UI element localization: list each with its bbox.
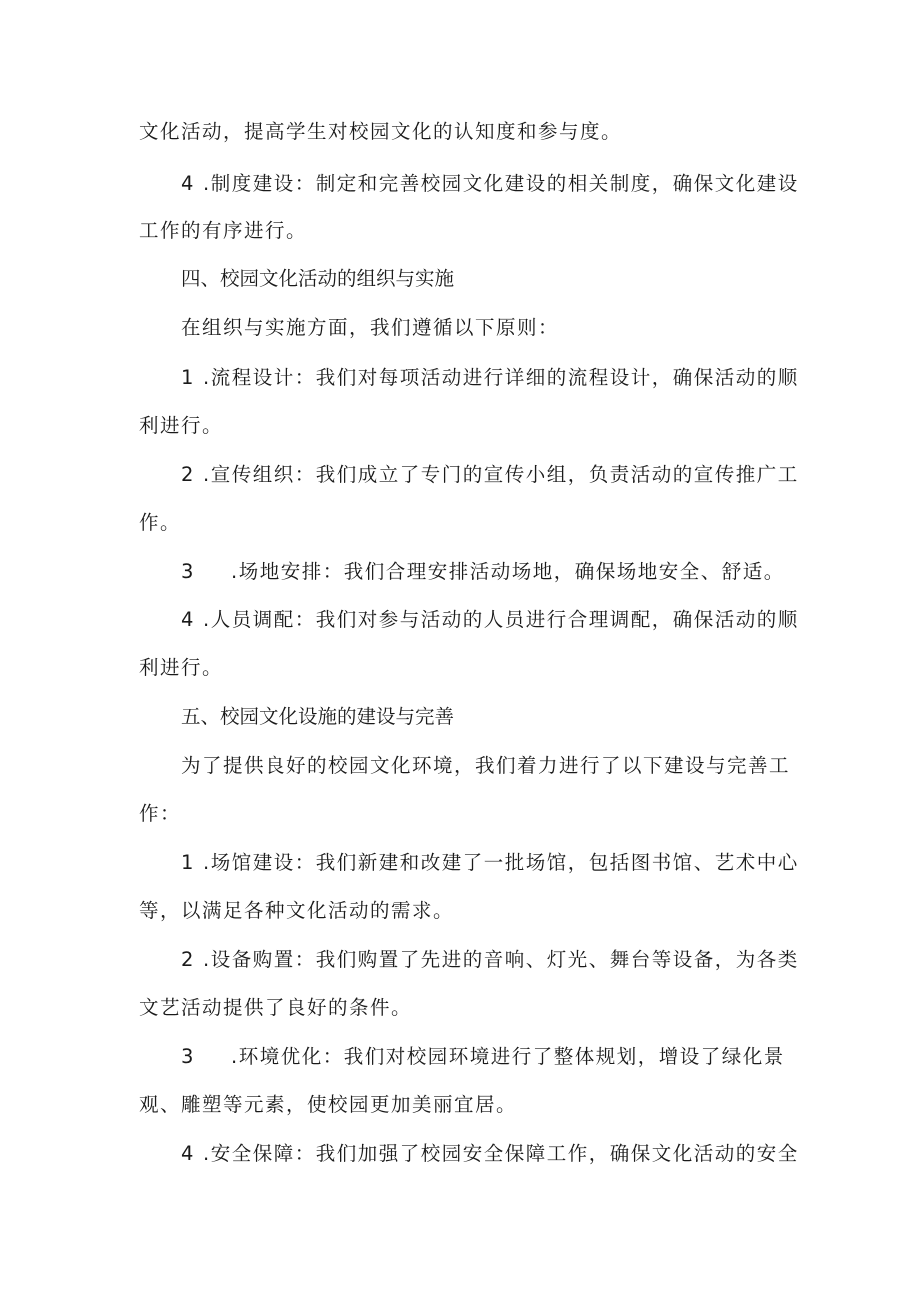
paragraph-line: 利进行。: [139, 414, 224, 437]
list-number: 4: [181, 172, 194, 195]
section-heading: 五、校园文化设施的建设与完善: [181, 705, 455, 728]
paragraph-line: 在组织与实施方面，我们遵循以下原则：: [181, 316, 560, 339]
list-number: 3: [181, 560, 194, 583]
list-number: 4: [181, 608, 194, 631]
list-item-text: .场地安排：我们合理安排活动场地，确保场地安全、舒适。: [231, 560, 785, 583]
list-item-text: .设备购置：我们购置了先进的音响、灯光、舞台等设备，为各类: [203, 948, 799, 971]
paragraph-line: 利进行。: [139, 656, 224, 679]
list-number: 3: [181, 1045, 194, 1068]
list-number: 2: [181, 463, 194, 486]
list-item-text: .人员调配：我们对参与活动的人员进行合理调配，确保活动的顺: [203, 608, 799, 631]
paragraph-line: 观、雕塑等元素，使校园更加美丽宜居。: [139, 1093, 518, 1116]
list-item-text: .安全保障：我们加强了校园安全保障工作，确保文化活动的安全: [203, 1142, 799, 1165]
paragraph-line: 等，以满足各种文化活动的需求。: [139, 899, 455, 922]
list-item-text: .制度建设：制定和完善校园文化建设的相关制度，确保文化建设: [203, 172, 799, 195]
section-heading: 四、校园文化活动的组织与实施: [181, 267, 455, 290]
paragraph-line: 作。: [139, 511, 182, 534]
paragraph-line: 为了提供良好的校园文化环境，我们着力进行了以下建设与完善工: [181, 754, 791, 777]
list-item-text: .场馆建设：我们新建和改建了一批场馆，包括图书馆、艺术中心: [203, 851, 799, 874]
list-number: 2: [181, 948, 194, 971]
paragraph-line: 文艺活动提供了良好的条件。: [139, 996, 413, 1019]
list-number: 4: [181, 1142, 194, 1165]
list-item-text: .环境优化：我们对校园环境进行了整体规划，增设了绿化景: [231, 1045, 785, 1068]
list-item-text: .流程设计：我们对每项活动进行详细的流程设计，确保活动的顺: [203, 366, 799, 389]
paragraph-line: 文化活动，提高学生对校园文化的认知度和参与度。: [139, 120, 623, 143]
list-number: 1: [181, 851, 194, 874]
paragraph-line: 工作的有序进行。: [139, 219, 308, 242]
list-item-text: .宣传组织：我们成立了专门的宣传小组，负责活动的宣传推广工: [203, 463, 799, 486]
paragraph-line: 作：: [139, 802, 182, 825]
list-number: 1: [181, 366, 194, 389]
